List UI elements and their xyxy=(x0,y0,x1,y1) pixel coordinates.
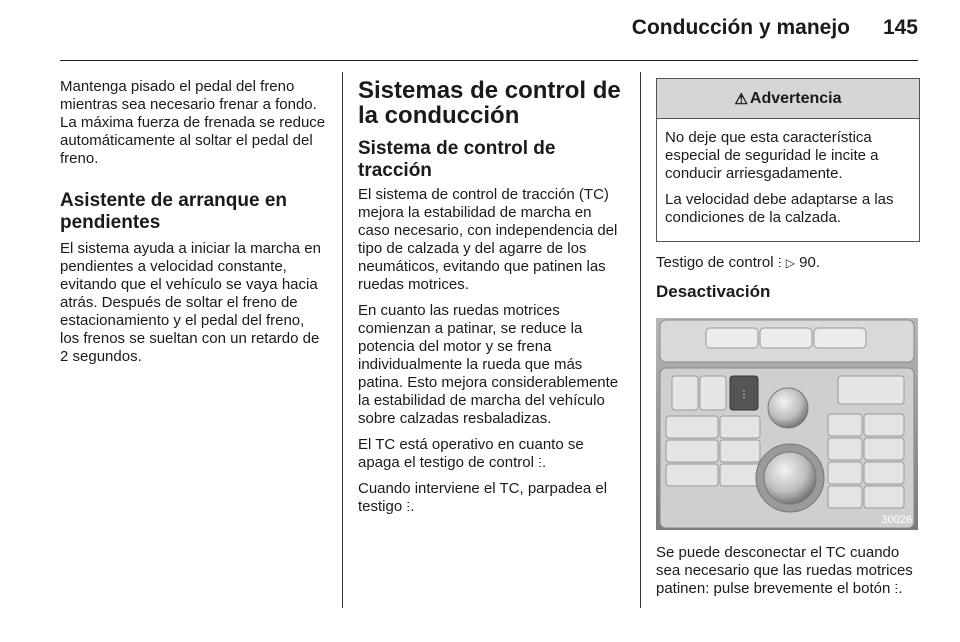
paragraph-tc-patinar: En cuanto las ruedas motrices comienzan a patinar, se reduce la potencia del motor y se frena individualmente la rueda que más patina. Esto mejora considerablemente la estabilidad de marcha del vehículo sobre calzadas resbaladizas. xyxy=(358,302,619,427)
warning-title: Advertencia xyxy=(749,89,842,107)
paragraph-freno: Mantenga pisado el pedal del freno mientras sea necesario frenar a fondo. La máxima fuerza de frenada se reduce automáticamente al soltar el pedal del freno. xyxy=(60,78,326,167)
console-illustration xyxy=(656,318,918,530)
paragraph-tc-parpadea xyxy=(358,480,624,516)
heading-control-traccion: Sistema de control de tracción xyxy=(358,138,556,181)
paragraph-tc-intro: El sistema de control de tracción (TC) mejora la estabilidad de marcha en caso necesario, con independencia del tipo de calzada y del agarre de los neumáticos, evitando que patinen las ruedas motrices. xyxy=(358,186,618,293)
header-rule xyxy=(60,60,918,61)
traction-control-icon: ⵗ xyxy=(538,456,542,470)
column-2 xyxy=(358,78,624,524)
paragraph-end: . xyxy=(410,498,415,515)
svg-text:ⵗ: ⵗ xyxy=(742,390,746,401)
console-photo xyxy=(656,318,918,530)
paragraph-end: . xyxy=(898,580,903,597)
paragraph-end: . xyxy=(541,454,547,471)
warning-triangle-icon: ⚠ xyxy=(734,90,748,108)
column-divider-2 xyxy=(640,72,641,608)
paragraph-testigo xyxy=(656,254,922,272)
photo-number: 30026 xyxy=(881,514,912,526)
paragraph-tc-parpadea-text: Cuando interviene el TC, parpadea el testigo xyxy=(358,480,608,515)
warning-paragraph-2: La velocidad debe adaptarse a las condiciones de la calzada. xyxy=(665,191,894,226)
page-header-title: Conducción y manejo xyxy=(631,16,850,39)
arrow-ref-icon: ▷ xyxy=(785,256,795,270)
heading-asistente-arranque: Asistente de arranque en pendientes xyxy=(60,190,288,233)
paragraph-asistente: El sistema ayuda a iniciar la marcha en pendientes a velocidad constante, evitando que el vehículo se vaya hacia atrás. Después de soltar el freno de estacionamiento y el pedal del freno, los frenos se sueltan con un retardo de 2 segundos. xyxy=(60,240,321,365)
testigo-reference: 90. xyxy=(799,254,821,271)
paragraph-tc-operativo-text: El TC está operativo en cuanto se apaga el testigo de control xyxy=(358,436,584,471)
page-number: 145 xyxy=(882,16,918,39)
warning-header xyxy=(657,79,919,119)
traction-control-icon: ⵗ xyxy=(406,500,411,514)
traction-control-icon: ⵗ xyxy=(894,582,899,596)
testigo-text: Testigo de control xyxy=(656,254,774,271)
warning-body xyxy=(657,119,919,241)
warning-paragraph-1: No deje que esta característica especial de seguridad le incite a conducir arriesgadamente. xyxy=(665,129,879,182)
paragraph-desconectar xyxy=(656,544,922,598)
traction-control-icon: ⵗ xyxy=(777,256,782,270)
warning-box xyxy=(656,78,920,242)
paragraph-desconectar-text: Se puede desconectar el TC cuando sea necesario que las ruedas motrices patinen: pulse brevemente el botón xyxy=(656,544,913,597)
column-divider-1 xyxy=(342,72,343,608)
heading-desactivacion: Desactivación xyxy=(656,282,771,301)
column-3 xyxy=(656,78,922,606)
column-1 xyxy=(60,78,326,374)
heading-sistemas-control: Sistemas de control de la conducción xyxy=(358,77,621,129)
paragraph-tc-operativo xyxy=(358,436,624,472)
